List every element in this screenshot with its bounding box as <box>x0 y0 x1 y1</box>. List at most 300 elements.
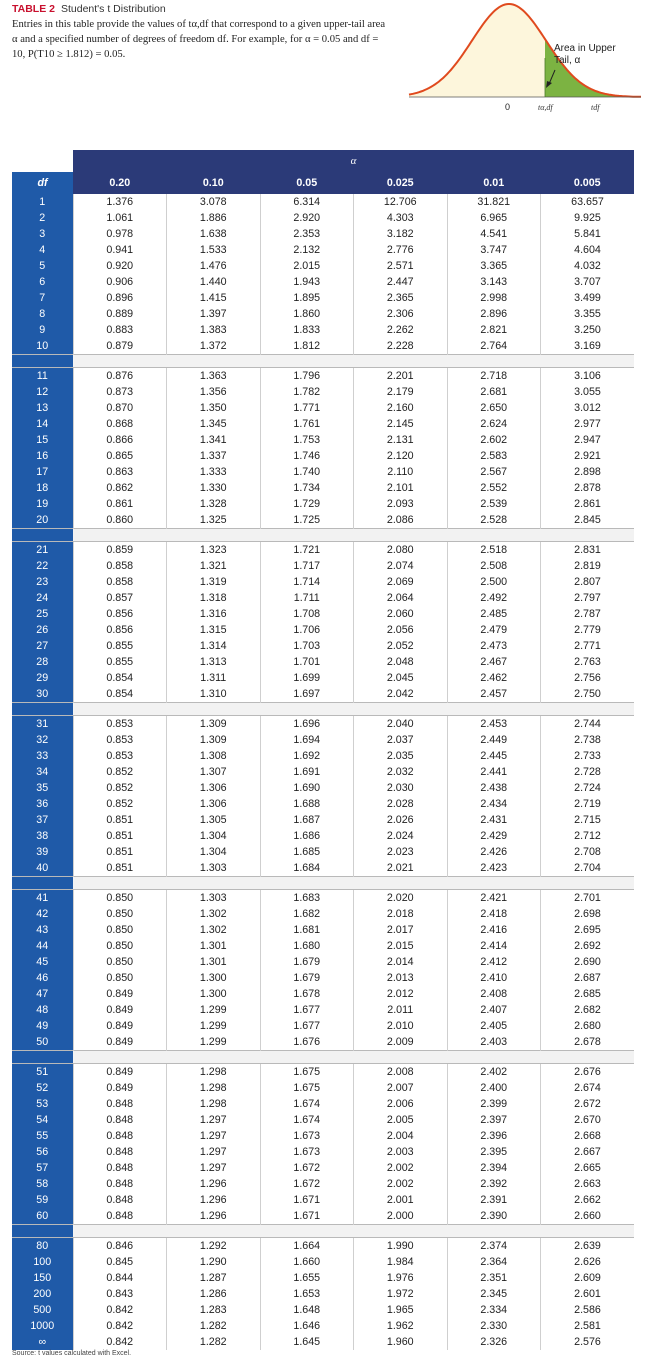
table-row <box>12 338 634 355</box>
critical-value-cell: 2.048 <box>354 654 448 670</box>
critical-value-cell: 1.701 <box>260 654 354 670</box>
critical-value-cell: 2.479 <box>447 622 541 638</box>
df-cell: 3 <box>12 226 73 242</box>
critical-value-cell: 1.678 <box>260 986 354 1002</box>
critical-value-cell: 1.740 <box>260 464 354 480</box>
critical-value-cell: 2.056 <box>354 622 448 638</box>
block-separator <box>12 355 634 368</box>
critical-value-cell: 1.685 <box>260 844 354 860</box>
critical-value-cell: 2.467 <box>447 654 541 670</box>
critical-value-cell: 1.356 <box>167 384 261 400</box>
critical-value-cell: 0.848 <box>73 1144 167 1160</box>
table-row <box>12 606 634 622</box>
critical-value-cell: 2.326 <box>447 1334 541 1350</box>
critical-value-cell: 2.678 <box>541 1034 635 1051</box>
critical-value-cell: 9.925 <box>541 210 635 226</box>
critical-value-cell: 2.674 <box>541 1080 635 1096</box>
critical-value-cell: 0.848 <box>73 1096 167 1112</box>
critical-value-cell: 1.440 <box>167 274 261 290</box>
critical-value-cell: 1.708 <box>260 606 354 622</box>
critical-value-cell: 1.313 <box>167 654 261 670</box>
critical-value-cell: 2.110 <box>354 464 448 480</box>
critical-value-cell: 1.533 <box>167 242 261 258</box>
critical-value-cell: 1.655 <box>260 1270 354 1286</box>
df-cell: 25 <box>12 606 73 622</box>
df-cell: 53 <box>12 1096 73 1112</box>
critical-value-cell: 2.005 <box>354 1112 448 1128</box>
critical-value-cell: 0.851 <box>73 860 167 877</box>
critical-value-cell: 2.003 <box>354 1144 448 1160</box>
critical-value-cell: 2.120 <box>354 448 448 464</box>
critical-value-cell: 0.853 <box>73 732 167 748</box>
critical-value-cell: 1.638 <box>167 226 261 242</box>
critical-value-cell: 2.396 <box>447 1128 541 1144</box>
critical-value-cell: 2.391 <box>447 1192 541 1208</box>
critical-value-cell: 2.018 <box>354 906 448 922</box>
critical-value-cell: 1.298 <box>167 1096 261 1112</box>
critical-value-cell: 1.350 <box>167 400 261 416</box>
critical-value-cell: 1.298 <box>167 1064 261 1081</box>
table-row <box>12 226 634 242</box>
critical-value-cell: 0.879 <box>73 338 167 355</box>
df-cell: 58 <box>12 1176 73 1192</box>
critical-value-cell: 1.833 <box>260 322 354 338</box>
critical-value-cell: 2.093 <box>354 496 448 512</box>
df-cell: 22 <box>12 558 73 574</box>
critical-value-cell: 0.850 <box>73 890 167 907</box>
critical-value-cell: 2.030 <box>354 780 448 796</box>
table-row <box>12 796 634 812</box>
critical-value-cell: 2.680 <box>541 1018 635 1034</box>
critical-value-cell: 2.660 <box>541 1208 635 1225</box>
critical-value-cell: 1.671 <box>260 1192 354 1208</box>
critical-value-cell: 1.323 <box>167 542 261 559</box>
critical-value-cell: 2.571 <box>354 258 448 274</box>
critical-value-cell: 2.429 <box>447 828 541 844</box>
critical-value-cell: 2.052 <box>354 638 448 654</box>
df-cell: ∞ <box>12 1334 73 1350</box>
critical-value-cell: 1.328 <box>167 496 261 512</box>
critical-value-cell: 1.895 <box>260 290 354 306</box>
table-row <box>12 1064 634 1081</box>
df-cell: 55 <box>12 1128 73 1144</box>
critical-value-cell: 2.485 <box>447 606 541 622</box>
critical-value-cell: 1.305 <box>167 812 261 828</box>
critical-value-cell: 0.849 <box>73 1034 167 1051</box>
table-row <box>12 1128 634 1144</box>
df-cell: 7 <box>12 290 73 306</box>
critical-value-cell: 1.812 <box>260 338 354 355</box>
critical-value-cell: 1.299 <box>167 1018 261 1034</box>
table-row <box>12 906 634 922</box>
critical-value-cell: 1.697 <box>260 686 354 703</box>
critical-value-cell: 1.673 <box>260 1144 354 1160</box>
df-cell: 2 <box>12 210 73 226</box>
critical-value-cell: 1.690 <box>260 780 354 796</box>
critical-value-cell: 2.528 <box>447 512 541 529</box>
df-cell: 52 <box>12 1080 73 1096</box>
critical-value-cell: 2.609 <box>541 1270 635 1286</box>
critical-value-cell: 2.601 <box>541 1286 635 1302</box>
critical-value-cell: 1.304 <box>167 828 261 844</box>
critical-value-cell: 2.334 <box>447 1302 541 1318</box>
critical-value-cell: 0.858 <box>73 574 167 590</box>
critical-value-cell: 1.699 <box>260 670 354 686</box>
critical-value-cell: 2.738 <box>541 732 635 748</box>
table-row <box>12 670 634 686</box>
column-header-row <box>12 172 634 194</box>
critical-value-cell: 0.848 <box>73 1192 167 1208</box>
area-label-line2: Tail, α <box>554 55 581 66</box>
critical-value-cell: 2.787 <box>541 606 635 622</box>
critical-value-cell: 1.297 <box>167 1144 261 1160</box>
critical-value-cell: 1.675 <box>260 1080 354 1096</box>
critical-value-cell: 1.960 <box>354 1334 448 1350</box>
critical-value-cell: 1.679 <box>260 954 354 970</box>
df-cell: 51 <box>12 1064 73 1081</box>
critical-value-cell: 2.405 <box>447 1018 541 1034</box>
critical-value-cell: 1.415 <box>167 290 261 306</box>
critical-value-cell: 31.821 <box>447 194 541 210</box>
critical-value-cell: 1.303 <box>167 860 261 877</box>
critical-value-cell: 1.965 <box>354 1302 448 1318</box>
table-description: Entries in this table provide the values of tα,df that correspond to a given upper-tail area α and a specified number of degrees of freedom df. For example, for α = 0.05 and df = 10, P(T10 ≥ 1.812) = 0.05. <box>12 19 386 60</box>
critical-value-cell: 1.771 <box>260 400 354 416</box>
critical-value-cell: 0.849 <box>73 986 167 1002</box>
critical-value-cell: 2.179 <box>354 384 448 400</box>
critical-value-cell: 1.297 <box>167 1160 261 1176</box>
table-row <box>12 1034 634 1051</box>
critical-value-cell: 0.876 <box>73 368 167 385</box>
critical-value-cell: 1.886 <box>167 210 261 226</box>
critical-value-cell: 1.706 <box>260 622 354 638</box>
critical-value-cell: 2.665 <box>541 1160 635 1176</box>
df-cell: 11 <box>12 368 73 385</box>
table-row <box>12 480 634 496</box>
critical-value-cell: 1.325 <box>167 512 261 529</box>
critical-value-cell: 2.006 <box>354 1096 448 1112</box>
critical-value-cell: 1.363 <box>167 368 261 385</box>
critical-value-cell: 2.074 <box>354 558 448 574</box>
critical-value-cell: 2.667 <box>541 1144 635 1160</box>
critical-value-cell: 2.692 <box>541 938 635 954</box>
critical-value-cell: 1.302 <box>167 906 261 922</box>
df-cell: 56 <box>12 1144 73 1160</box>
critical-value-cell: 1.729 <box>260 496 354 512</box>
critical-value-cell: 2.724 <box>541 780 635 796</box>
critical-value-cell: 1.703 <box>260 638 354 654</box>
critical-value-cell: 2.013 <box>354 970 448 986</box>
critical-value-cell: 1.660 <box>260 1254 354 1270</box>
critical-value-cell: 1.301 <box>167 938 261 954</box>
critical-value-cell: 2.626 <box>541 1254 635 1270</box>
critical-value-cell: 2.438 <box>447 780 541 796</box>
critical-value-cell: 1.316 <box>167 606 261 622</box>
critical-value-cell: 1.673 <box>260 1128 354 1144</box>
critical-value-cell: 3.499 <box>541 290 635 306</box>
critical-value-cell: 0.851 <box>73 844 167 860</box>
table-row <box>12 922 634 938</box>
critical-value-cell: 2.581 <box>541 1318 635 1334</box>
critical-value-cell: 2.670 <box>541 1112 635 1128</box>
table-number: TABLE 2 <box>12 3 55 15</box>
df-cell: 42 <box>12 906 73 922</box>
critical-value-cell: 2.567 <box>447 464 541 480</box>
critical-value-cell: 2.014 <box>354 954 448 970</box>
critical-value-cell: 2.685 <box>541 986 635 1002</box>
critical-value-cell: 2.733 <box>541 748 635 764</box>
critical-value-cell: 1.677 <box>260 1002 354 1018</box>
table-row <box>12 496 634 512</box>
critical-value-cell: 2.042 <box>354 686 448 703</box>
critical-value-cell: 1.696 <box>260 716 354 733</box>
critical-value-cell: 1.687 <box>260 812 354 828</box>
axis-t-label: tdf <box>591 103 600 112</box>
critical-value-cell: 2.418 <box>447 906 541 922</box>
critical-value-cell: 2.015 <box>260 258 354 274</box>
critical-value-cell: 1.310 <box>167 686 261 703</box>
critical-value-cell: 2.421 <box>447 890 541 907</box>
critical-value-cell: 2.712 <box>541 828 635 844</box>
critical-value-cell: 1.672 <box>260 1176 354 1192</box>
critical-value-cell: 3.365 <box>447 258 541 274</box>
critical-value-cell: 2.682 <box>541 1002 635 1018</box>
critical-value-cell: 1.674 <box>260 1112 354 1128</box>
table-row <box>12 194 634 210</box>
critical-value-cell: 2.508 <box>447 558 541 574</box>
critical-value-cell: 2.698 <box>541 906 635 922</box>
alpha-header-row <box>12 150 634 172</box>
critical-value-cell: 1.734 <box>260 480 354 496</box>
critical-value-cell: 2.026 <box>354 812 448 828</box>
critical-value-cell: 2.662 <box>541 1192 635 1208</box>
critical-value-cell: 2.416 <box>447 922 541 938</box>
critical-value-cell: 2.457 <box>447 686 541 703</box>
critical-value-cell: 2.728 <box>541 764 635 780</box>
critical-value-cell: 0.848 <box>73 1208 167 1225</box>
table-row <box>12 1176 634 1192</box>
critical-value-cell: 0.850 <box>73 906 167 922</box>
critical-value-cell: 2.020 <box>354 890 448 907</box>
table-row <box>12 1144 634 1160</box>
critical-value-cell: 2.365 <box>354 290 448 306</box>
critical-value-cell: 0.842 <box>73 1302 167 1318</box>
critical-value-cell: 0.850 <box>73 954 167 970</box>
critical-value-cell: 0.906 <box>73 274 167 290</box>
critical-value-cell: 0.896 <box>73 290 167 306</box>
df-cell: 39 <box>12 844 73 860</box>
table-row <box>12 558 634 574</box>
critical-value-cell: 0.848 <box>73 1112 167 1128</box>
table-row <box>12 622 634 638</box>
critical-value-cell: 0.868 <box>73 416 167 432</box>
alpha-column-header: 0.10 <box>167 172 261 194</box>
critical-value-cell: 0.854 <box>73 670 167 686</box>
critical-value-cell: 2.023 <box>354 844 448 860</box>
critical-value-cell: 0.851 <box>73 812 167 828</box>
table-row <box>12 1018 634 1034</box>
critical-value-cell: 4.032 <box>541 258 635 274</box>
critical-value-cell: 0.883 <box>73 322 167 338</box>
critical-value-cell: 2.228 <box>354 338 448 355</box>
df-cell: 12 <box>12 384 73 400</box>
critical-value-cell: 2.009 <box>354 1034 448 1051</box>
critical-value-cell: 1.761 <box>260 416 354 432</box>
critical-value-cell: 4.604 <box>541 242 635 258</box>
critical-value-cell: 2.434 <box>447 796 541 812</box>
critical-value-cell: 2.400 <box>447 1080 541 1096</box>
critical-value-cell: 1.691 <box>260 764 354 780</box>
critical-value-cell: 2.426 <box>447 844 541 860</box>
critical-value-cell: 0.852 <box>73 796 167 812</box>
alpha-column-header: 0.20 <box>73 172 167 194</box>
critical-value-cell: 0.866 <box>73 432 167 448</box>
critical-value-cell: 1.796 <box>260 368 354 385</box>
df-cell: 13 <box>12 400 73 416</box>
critical-value-cell: 2.002 <box>354 1176 448 1192</box>
critical-value-cell: 2.131 <box>354 432 448 448</box>
critical-value-cell: 1.714 <box>260 574 354 590</box>
critical-value-cell: 0.978 <box>73 226 167 242</box>
critical-value-cell: 2.947 <box>541 432 635 448</box>
critical-value-cell: 1.860 <box>260 306 354 322</box>
critical-value-cell: 2.896 <box>447 306 541 322</box>
critical-value-cell: 1.672 <box>260 1160 354 1176</box>
zero-label: 0 <box>505 102 511 112</box>
critical-value-cell: 0.853 <box>73 716 167 733</box>
df-cell: 47 <box>12 986 73 1002</box>
alpha-column-header: 0.025 <box>354 172 448 194</box>
critical-value-cell: 1.397 <box>167 306 261 322</box>
critical-value-cell: 2.410 <box>447 970 541 986</box>
table-row <box>12 274 634 290</box>
critical-value-cell: 3.747 <box>447 242 541 258</box>
critical-value-cell: 1.683 <box>260 890 354 907</box>
critical-value-cell: 1.990 <box>354 1238 448 1255</box>
critical-value-cell: 1.476 <box>167 258 261 274</box>
df-cell: 45 <box>12 954 73 970</box>
critical-value-cell: 1.676 <box>260 1034 354 1051</box>
critical-value-cell: 3.055 <box>541 384 635 400</box>
df-cell: 6 <box>12 274 73 290</box>
df-cell: 44 <box>12 938 73 954</box>
table-row <box>12 512 634 529</box>
critical-value-cell: 1.682 <box>260 906 354 922</box>
critical-value-cell: 1.296 <box>167 1192 261 1208</box>
area-label-line1: Area in Upper <box>554 43 616 54</box>
critical-value-cell: 3.012 <box>541 400 635 416</box>
alpha-label: α <box>73 150 634 172</box>
df-cell: 4 <box>12 242 73 258</box>
critical-value-cell: 1.648 <box>260 1302 354 1318</box>
critical-value-cell: 0.842 <box>73 1318 167 1334</box>
critical-value-cell: 0.858 <box>73 558 167 574</box>
df-cell: 59 <box>12 1192 73 1208</box>
critical-value-cell: 2.414 <box>447 938 541 954</box>
critical-value-cell: 2.831 <box>541 542 635 559</box>
critical-value-cell: 0.855 <box>73 654 167 670</box>
critical-value-cell: 2.539 <box>447 496 541 512</box>
table-body <box>12 150 634 1350</box>
critical-value-cell: 2.002 <box>354 1160 448 1176</box>
critical-value-cell: 0.941 <box>73 242 167 258</box>
df-cell: 29 <box>12 670 73 686</box>
critical-value-cell: 2.819 <box>541 558 635 574</box>
df-cell: 500 <box>12 1302 73 1318</box>
critical-value-cell: 0.920 <box>73 258 167 274</box>
critical-value-cell: 2.708 <box>541 844 635 860</box>
critical-value-cell: 2.663 <box>541 1176 635 1192</box>
critical-value-cell: 1.692 <box>260 748 354 764</box>
critical-value-cell: 1.315 <box>167 622 261 638</box>
critical-value-cell: 1.301 <box>167 954 261 970</box>
critical-value-cell: 2.004 <box>354 1128 448 1144</box>
df-cell: 50 <box>12 1034 73 1051</box>
table-row <box>12 1254 634 1270</box>
critical-value-cell: 1.972 <box>354 1286 448 1302</box>
critical-value-cell: 1.646 <box>260 1318 354 1334</box>
df-cell: 14 <box>12 416 73 432</box>
critical-value-cell: 0.865 <box>73 448 167 464</box>
critical-value-cell: 1.286 <box>167 1286 261 1302</box>
critical-value-cell: 63.657 <box>541 194 635 210</box>
critical-value-cell: 1.984 <box>354 1254 448 1270</box>
critical-value-cell: 2.756 <box>541 670 635 686</box>
critical-value-cell: 1.061 <box>73 210 167 226</box>
block-separator <box>12 1225 634 1238</box>
critical-value-cell: 3.169 <box>541 338 635 355</box>
alpha-column-header: 0.005 <box>541 172 635 194</box>
critical-value-cell: 1.282 <box>167 1318 261 1334</box>
df-cell: 49 <box>12 1018 73 1034</box>
critical-value-cell: 0.854 <box>73 686 167 703</box>
table-row <box>12 780 634 796</box>
table-row <box>12 400 634 416</box>
critical-value-cell: 1.300 <box>167 970 261 986</box>
table-row <box>12 1160 634 1176</box>
df-cell: 33 <box>12 748 73 764</box>
critical-value-cell: 1.282 <box>167 1334 261 1350</box>
critical-value-cell: 2.399 <box>447 1096 541 1112</box>
critical-value-cell: 6.314 <box>260 194 354 210</box>
critical-value-cell: 1.308 <box>167 748 261 764</box>
critical-value-cell: 1.290 <box>167 1254 261 1270</box>
critical-value-cell: 2.364 <box>447 1254 541 1270</box>
critical-value-cell: 1.680 <box>260 938 354 954</box>
critical-value-cell: 2.764 <box>447 338 541 355</box>
critical-value-cell: 2.776 <box>354 242 448 258</box>
critical-value-cell: 2.032 <box>354 764 448 780</box>
table-row <box>12 954 634 970</box>
critical-value-cell: 2.449 <box>447 732 541 748</box>
table-row <box>12 1080 634 1096</box>
critical-value-cell: 2.998 <box>447 290 541 306</box>
critical-value-cell: 2.262 <box>354 322 448 338</box>
table-row <box>12 654 634 670</box>
df-cell: 28 <box>12 654 73 670</box>
table-row <box>12 748 634 764</box>
block-separator <box>12 877 634 890</box>
critical-value-cell: 2.920 <box>260 210 354 226</box>
critical-value-cell: 3.250 <box>541 322 635 338</box>
critical-value-cell: 0.853 <box>73 748 167 764</box>
critical-value-cell: 2.408 <box>447 986 541 1002</box>
critical-value-cell: 2.028 <box>354 796 448 812</box>
critical-value-cell: 2.668 <box>541 1128 635 1144</box>
table-row <box>12 368 634 385</box>
table-row <box>12 322 634 338</box>
critical-value-cell: 0.842 <box>73 1334 167 1350</box>
